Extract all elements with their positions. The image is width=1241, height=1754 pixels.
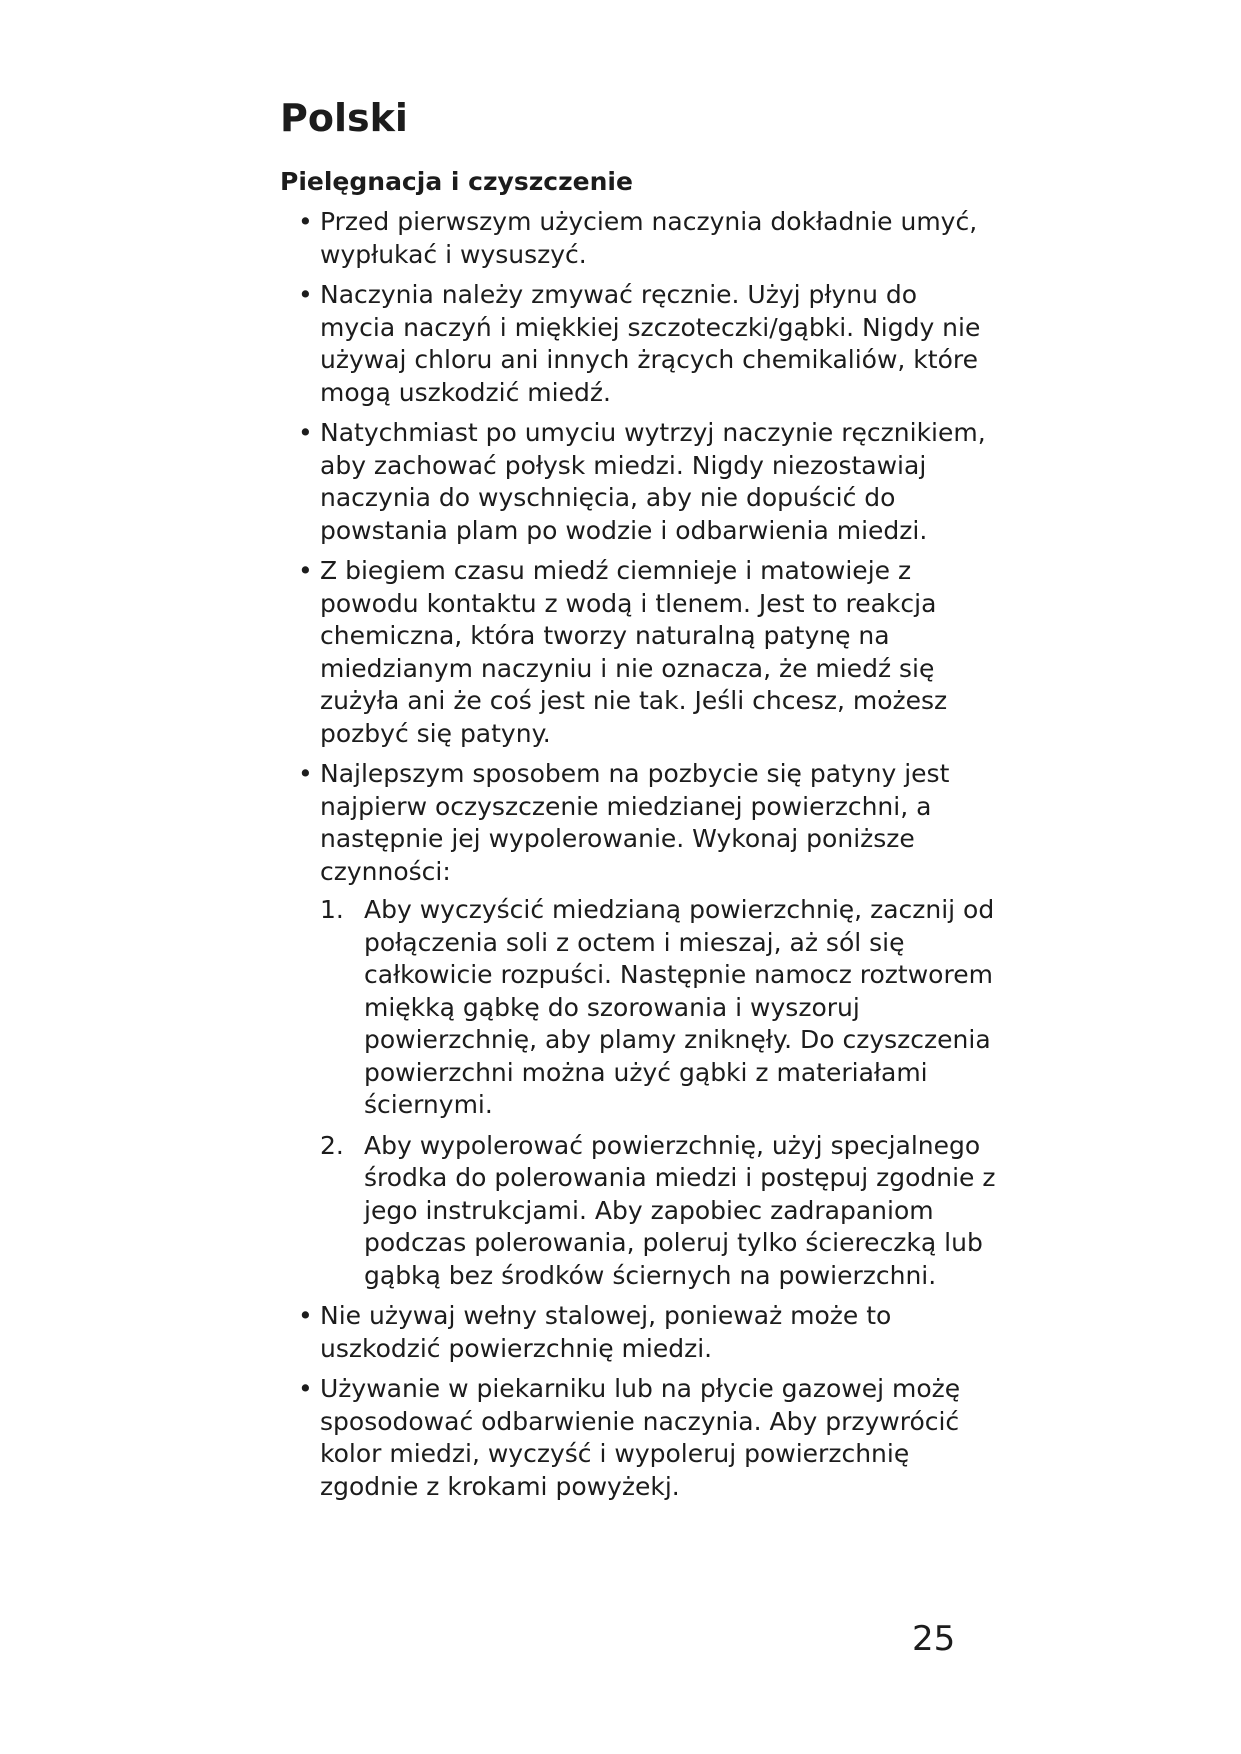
- list-item: [280, 279, 1000, 409]
- list-item: [280, 555, 1000, 750]
- care-instructions-list: [280, 206, 1000, 1503]
- bullet-icon: •: [298, 418, 313, 448]
- page-number: 25: [912, 1619, 956, 1659]
- list-item-text: Przed pierwszym użyciem naczynia dokładnie umyć, wypłukać i wysuszyć.: [320, 207, 978, 269]
- bullet-icon: •: [298, 1374, 313, 1404]
- bullet-icon: •: [298, 1301, 313, 1331]
- list-item: [280, 206, 1000, 271]
- step-item: [320, 1130, 1000, 1293]
- bullet-icon: •: [298, 280, 313, 310]
- step-text: Aby wyczyścić miedzianą powierzchnię, zacznij od połączenia soli z octem i mieszaj, aż sól się całkowicie rozpuści. Następnie namocz roztworem miękką gąbkę do szorowania i wyszoruj powierzchnię, aby plamy zniknęły. Do czyszczenia powierzchni można użyć gąbki z materiałami ściernymi.: [364, 895, 995, 1120]
- list-item: [280, 417, 1000, 547]
- step-item: [320, 894, 1000, 1122]
- list-item-text: Najlepszym sposobem na pozbycie się patyny jest najpierw oczyszczenie miedzianej powierzchni, a następnie jej wypolerowanie. Wykonaj poniższe czynności:: [320, 759, 950, 886]
- step-number: 1.: [320, 895, 344, 925]
- cleaning-steps-list: [320, 894, 1000, 1292]
- list-item-text: Naczynia należy zmywać ręcznie. Użyj płynu do mycia naczyń i miękkiej szczoteczki/gąbki. Nigdy nie używaj chloru ani innych żrących chemikaliów, które mogą uszkodzić miedź.: [320, 280, 981, 407]
- list-item-text: Używanie w piekarniku lub na płycie gazowej możę sposodować odbarwienie naczynia. Aby przywrócić kolor miedzi, wyczyść i wypoleruj powierzchnię zgodnie z krokami powyżekj.: [320, 1374, 961, 1501]
- section-title: Pielęgnacja i czyszczenie: [280, 166, 633, 196]
- bullet-icon: •: [298, 556, 313, 586]
- list-item-text: Nie używaj wełny stalowej, ponieważ może to uszkodzić powierzchnię miedzi.: [320, 1301, 892, 1363]
- bullet-icon: •: [298, 759, 313, 789]
- step-number: 2.: [320, 1130, 344, 1160]
- list-item-text: Z biegiem czasu miedź ciemnieje i matowieje z powodu kontaktu z wodą i tlenem. Jest to reakcja chemiczna, która tworzy naturalną patynę na miedzianym naczyniu i nie oznacza, że miedź się zużyła ani że coś jest nie tak. Jeśli chcesz, możesz pozbyć się patyny.: [320, 556, 948, 748]
- step-text: Aby wypolerować powierzchnię, użyj specjalnego środka do polerowania miedzi i postępuj zgodnie z jego instrukcjami. Aby zapobiec zadrapaniom podczas polerowania, poleruj tylko ściereczką lub gąbką bez środków ściernych na powierzchni.: [364, 1130, 996, 1290]
- bullet-icon: •: [298, 207, 313, 237]
- list-item: [280, 1373, 1000, 1503]
- list-item-text: Natychmiast po umyciu wytrzyj naczynie ręcznikiem, aby zachować połysk miedzi. Nigdy niezostawiaj naczynia do wyschnięcia, aby nie dopuścić do powstania plam po wodzie i odbarwienia miedzi.: [320, 418, 986, 545]
- language-title: Polski: [280, 96, 408, 140]
- list-item: [280, 1300, 1000, 1365]
- list-item: [280, 758, 1000, 1292]
- document-content: [280, 96, 1000, 1511]
